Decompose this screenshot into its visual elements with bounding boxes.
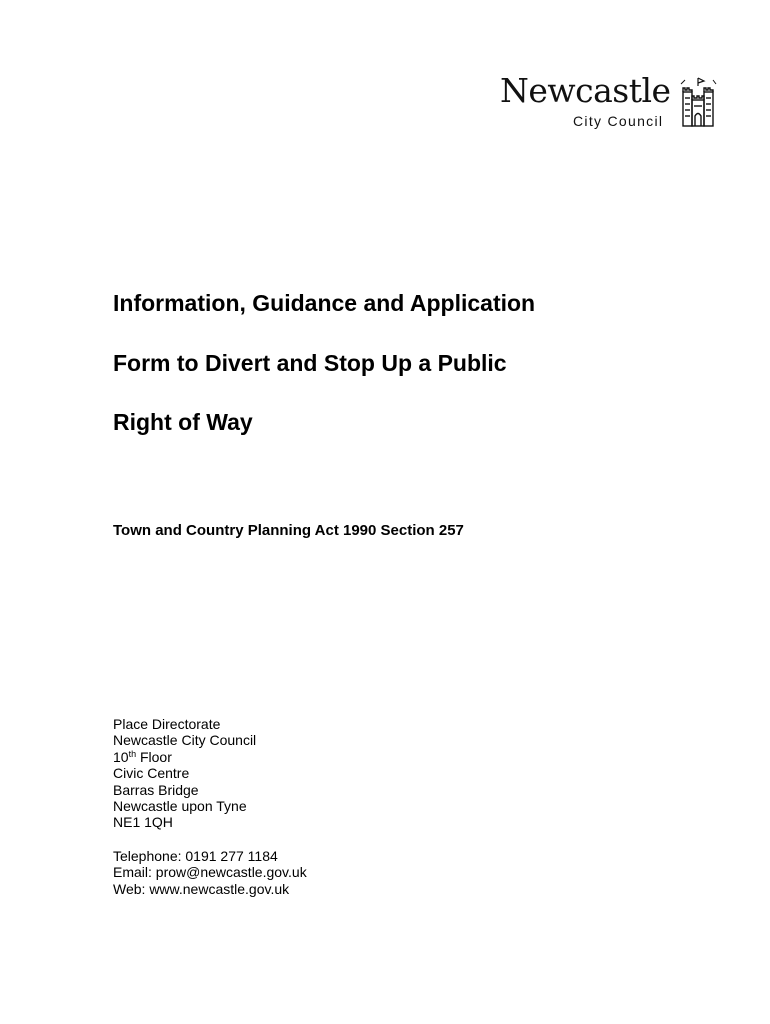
address-city: Newcastle upon Tyne bbox=[113, 797, 247, 814]
contact-email: Email: prow@newcastle.gov.uk bbox=[113, 864, 307, 881]
floor-number: 10 bbox=[113, 748, 129, 765]
title-line-1: Information, Guidance and Application bbox=[113, 290, 536, 316]
address-floor bbox=[113, 749, 256, 765]
floor-suffix: th bbox=[128, 748, 137, 759]
logo-wordmark: Newcastle bbox=[500, 71, 671, 110]
postal-address bbox=[113, 716, 256, 831]
legislation-subtitle: Town and Country Planning Act 1990 Section 257 bbox=[113, 522, 464, 539]
address-organisation: Newcastle City Council bbox=[113, 732, 257, 749]
address-street: Barras Bridge bbox=[113, 781, 199, 798]
address-postcode: NE1 1QH bbox=[113, 814, 173, 831]
title-line-2: Form to Divert and Stop Up a Public bbox=[113, 350, 507, 376]
contact-details bbox=[113, 848, 307, 897]
logo-subtitle: City Council bbox=[573, 113, 664, 129]
address-department: Place Directorate bbox=[113, 716, 221, 732]
address-building: Civic Centre bbox=[113, 765, 190, 782]
contact-telephone: Telephone: 0191 277 1184 bbox=[113, 848, 278, 864]
castle-icon bbox=[679, 76, 717, 128]
floor-word: Floor bbox=[136, 748, 172, 765]
council-logo bbox=[500, 72, 720, 132]
title-line-3: Right of Way bbox=[113, 409, 253, 435]
contact-web: Web: www.newcastle.gov.uk bbox=[113, 880, 290, 897]
